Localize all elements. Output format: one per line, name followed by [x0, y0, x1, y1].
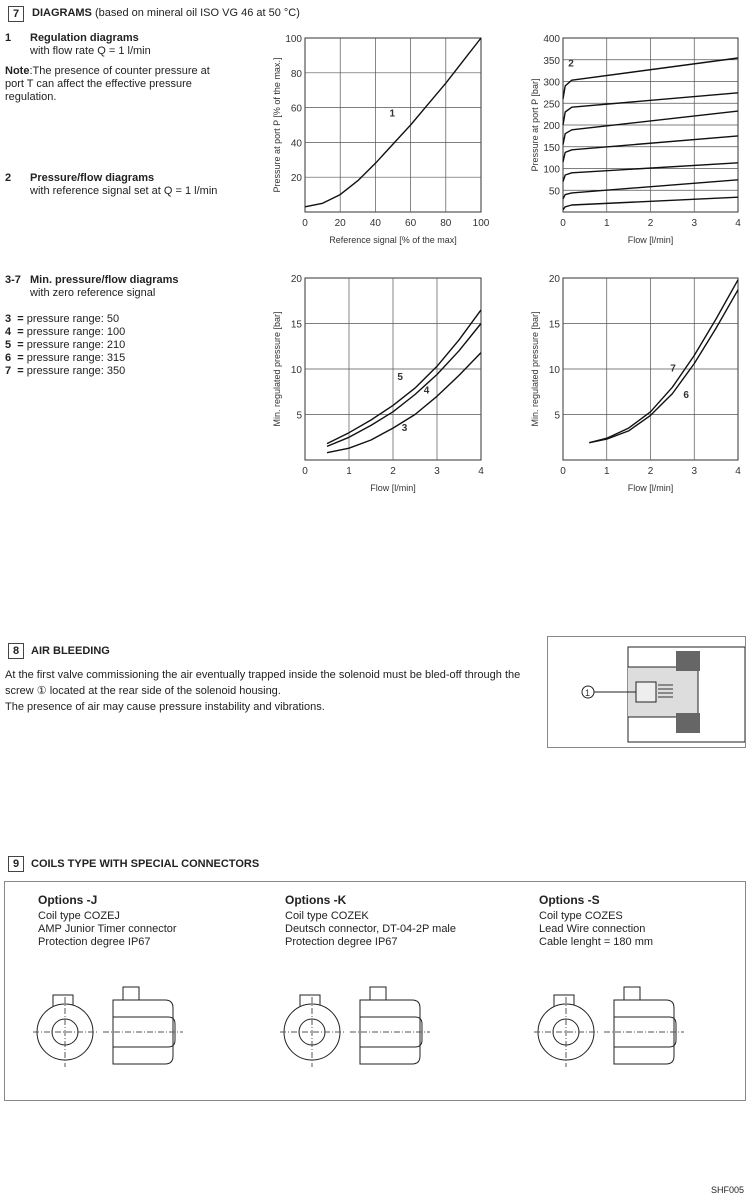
item-1-number: 1 [5, 32, 12, 44]
y-tick-label: 5 [554, 410, 560, 422]
series-line [589, 290, 738, 443]
y-tick-label: 20 [290, 173, 302, 185]
x-tick-label: 4 [735, 218, 741, 229]
chart-label: 2 [568, 58, 574, 70]
x-tick-label: 4 [478, 466, 484, 477]
note: Note:The presence of counter pressure at port T can affect the effective pressure regulation. [5, 65, 210, 103]
item-2: Pressure/flow diagrams with reference signal set at Q = 1 l/min [30, 172, 218, 197]
x-tick-label: 0 [560, 218, 566, 229]
coils-panel [4, 881, 746, 1101]
coil-option: Options -S Coil type COZES Lead Wire connection Cable lenght = 180 mm [539, 893, 654, 948]
x-tick-label: 3 [691, 466, 698, 477]
x-tick-label: 1 [346, 466, 352, 477]
section-8-title: AIR BLEEDING [31, 645, 110, 657]
x-tick-label: 0 [302, 218, 308, 229]
section-9-title: COILS TYPE WITH SPECIAL CONNECTORS [31, 858, 260, 870]
y-tick-label: 15 [290, 319, 302, 331]
screw-callout: 1 [585, 688, 591, 698]
chart-3 [272, 274, 484, 493]
x-tick-label: 80 [440, 218, 452, 229]
series-label: 1 [389, 108, 396, 120]
x-tick-label: 3 [691, 218, 698, 229]
x-tick-label: 3 [434, 466, 440, 477]
series-label: 7 [670, 363, 676, 375]
range-item: 5 = pressure range: 210 [5, 339, 126, 351]
series-label: 6 [683, 390, 689, 402]
y-tick-label: 40 [290, 138, 302, 150]
x-axis-label: Flow [l/min] [370, 483, 416, 493]
item-3-number: 3-7 [5, 274, 21, 286]
item-2-number: 2 [5, 172, 12, 184]
x-tick-label: 20 [334, 218, 346, 229]
y-tick-label: 80 [290, 68, 302, 80]
y-axis-label: Min. regulated pressure [bar] [530, 311, 540, 427]
y-axis-label: Pressure at port P [% of the max.] [272, 57, 282, 193]
charts [0, 0, 750, 500]
y-axis-label: Min. regulated pressure [bar] [272, 311, 282, 427]
x-tick-label: 100 [472, 218, 490, 229]
range-item: 7 = pressure range: 350 [5, 365, 126, 377]
x-axis-label: Flow [l/min] [627, 483, 674, 493]
x-tick-label: 4 [735, 466, 741, 477]
section-9-number: 9 [8, 856, 24, 872]
plot-frame [305, 38, 481, 212]
coil-option: Options -J Coil type COZEJ AMP Junior Timer connector Protection degree IP67 [38, 893, 177, 948]
x-tick-label: 40 [369, 218, 381, 229]
x-tick-label: 2 [647, 218, 654, 229]
series-label: 5 [397, 371, 403, 383]
coil-drawing [280, 967, 450, 1077]
y-tick-label: 15 [548, 319, 560, 331]
series-label: 4 [423, 385, 430, 397]
x-tick-label: 0 [302, 466, 308, 477]
section-7-number: 7 [8, 6, 24, 22]
range-item: 6 = pressure range: 315 [5, 352, 126, 364]
section-8-number: 8 [8, 643, 24, 659]
y-tick-label: 100 [285, 34, 302, 45]
coil-drawing [534, 967, 704, 1077]
y-tick-label: 5 [296, 410, 302, 422]
air-bleeding-text: At the first valve commissioning the air eventually trapped inside the solenoid must be bled-off through the screw ① located at the rear side of the solenoid housing. The presence of air may cause pressure instability and vibrations. [5, 669, 521, 713]
x-tick-label: 2 [647, 466, 654, 477]
section-subtitle: (based on mineral oil ISO VG 46 at 50 °C) [94, 7, 300, 19]
y-tick-label: 150 [543, 142, 560, 154]
footer-code: SHF005 [710, 1185, 744, 1195]
solenoid-drawing [547, 636, 746, 748]
y-tick-label: 400 [543, 34, 560, 45]
x-axis-label: Reference signal [% of the max] [329, 235, 457, 245]
x-tick-label: 0 [560, 466, 566, 477]
y-tick-label: 300 [543, 77, 560, 89]
range-item: 4 = pressure range: 100 [5, 326, 126, 338]
series-label: 3 [401, 422, 408, 434]
coil-drawing [33, 967, 203, 1077]
y-tick-label: 250 [543, 99, 560, 111]
y-tick-label: 20 [290, 274, 302, 285]
x-tick-label: 1 [603, 466, 610, 477]
range-item: 3 = pressure range: 50 [5, 313, 120, 325]
x-tick-label: 60 [405, 218, 417, 229]
chart-1 [272, 34, 490, 245]
chart-4 [530, 274, 741, 493]
y-tick-label: 350 [543, 55, 560, 67]
item-1: Regulation diagrams with flow rate Q = 1 l/min [30, 32, 151, 57]
y-tick-label: 200 [543, 121, 560, 132]
chart-2 [530, 34, 741, 245]
y-tick-label: 20 [548, 274, 560, 285]
y-tick-label: 10 [290, 365, 302, 376]
y-tick-label: 50 [548, 186, 560, 198]
y-tick-label: 60 [290, 103, 302, 115]
item-3: Min. pressure/flow diagrams with zero reference signal [30, 274, 179, 299]
x-axis-label: Flow [l/min] [627, 235, 674, 245]
y-axis-label: Pressure at port P [bar] [530, 78, 540, 172]
x-tick-label: 2 [390, 466, 396, 477]
x-tick-label: 1 [603, 218, 610, 229]
series-line [305, 38, 481, 207]
coil-option: Options -K Coil type COZEK Deutsch connector, DT-04-2P male Protection degree IP67 [285, 893, 456, 948]
series-line [589, 280, 738, 443]
section-title: DIAGRAMS [32, 7, 92, 19]
y-tick-label: 10 [548, 365, 560, 376]
y-tick-label: 100 [543, 164, 560, 176]
